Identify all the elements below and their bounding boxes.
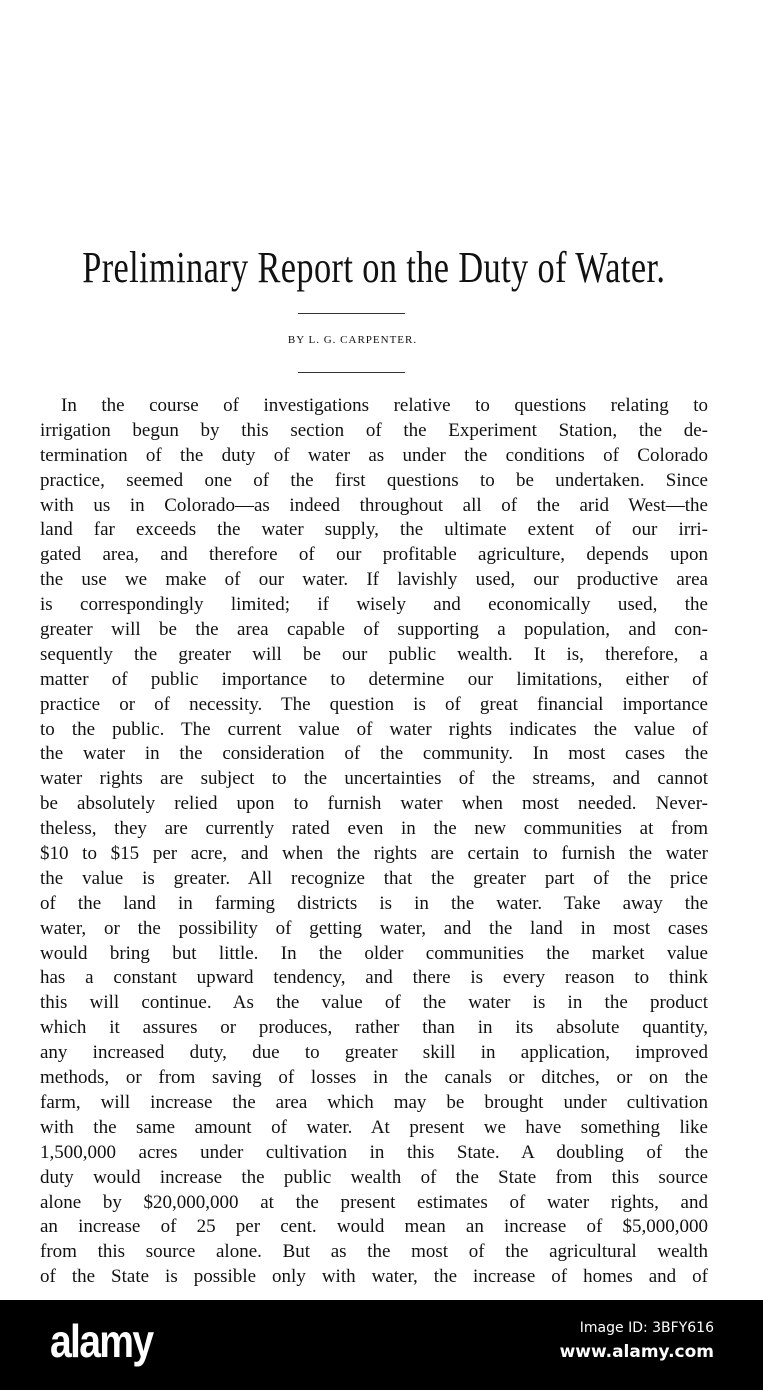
divider-top [298,313,405,314]
text-line: of the State is possible only with water, the increase of homes and of [40,1266,708,1288]
page-title [0,238,700,298]
text-line: greater will be the area capable of supporting a population, and con- [40,619,708,641]
text-line: the use we make of our water. If lavishly used, our productive area [40,569,708,591]
text-line: In the course of investigations relative to questions relating to [61,395,708,416]
text-line: $10 to $15 per acre, and when the rights are certain to furnish the water [40,843,708,865]
text-line: which it assures or produces, rather than in its absolute quantity, [40,1017,708,1039]
watermark-bar [0,1300,763,1390]
text-line: would bring but little. In the older communities the market value [40,942,708,964]
text-line: termination of the duty of water as under the conditions of Colorado [40,444,708,466]
text-line: land far exceeds the water supply, the ultimate extent of our irri- [40,519,708,541]
title-text: Preliminary Report on the Duty of Water. [82,243,666,292]
text-line: the water in the consideration of the community. In most cases the [40,743,708,765]
text-line: matter of public importance to determine our limitations, either of [40,668,708,690]
text-line: be absolutely relied upon to furnish water when most needed. Never- [40,793,708,815]
text-line: practice or of necessity. The question is of great financial importance [40,693,708,715]
text-line: with the same amount of water. At present we have something like [40,1116,708,1138]
text-line: gated area, and therefore of our profitable agriculture, depends upon [40,544,708,566]
image-id: Image ID: 3BFY616 [579,1320,714,1336]
watermark-url: www.alamy.com [559,1342,714,1362]
text-line: any increased duty, due to greater skill in application, improved [40,1042,708,1064]
text-line: this will continue. As the value of the water is in the product [40,992,708,1014]
byline: BY L. G. CARPENTER. [287,334,418,346]
text-line: with us in Colorado—as indeed throughout all of the arid West—the [40,494,708,516]
text-line: the value is greater. All recognize that the greater part of the price [40,867,708,889]
text-line: irrigation begun by this section of the Experiment Station, the de- [40,419,708,441]
text-line: duty would increase the public wealth of the State from this source [40,1166,708,1188]
text-line: farm, will increase the area which may be brought under cultivation [40,1091,708,1113]
text-line: alone by $20,000,000 at the present estimates of water rights, and [40,1191,708,1213]
text-line: 1,500,000 acres under cultivation in this State. A doubling of the [40,1141,708,1163]
alamy-logo: alamy [50,1315,153,1367]
text-line: of the land in farming districts is in the water. Take away the [40,892,708,914]
text-line: sequently the greater will be our public wealth. It is, therefore, a [40,643,708,665]
body-text [40,394,708,1290]
text-line: theless, they are currently rated even in the new communities at from [40,818,708,840]
text-line: an increase of 25 per cent. would mean an increase of $5,000,000 [40,1216,708,1238]
text-line: to the public. The current value of water rights indicates the value of [40,718,708,740]
text-line: water rights are subject to the uncertainties of the streams, and cannot [40,768,708,790]
text-line: practice, seemed one of the first questions to be undertaken. Since [40,469,708,491]
text-line: has a constant upward tendency, and there is every reason to think [40,967,708,989]
text-line: methods, or from saving of losses in the canals or ditches, or on the [40,1067,708,1089]
text-line: is correspondingly limited; if wisely and economically used, the [40,594,708,616]
text-line: from this source alone. But as the most of the agricultural wealth [40,1241,708,1263]
divider-bottom [298,372,405,373]
text-line: water, or the possibility of getting water, and the land in most cases [40,917,708,939]
